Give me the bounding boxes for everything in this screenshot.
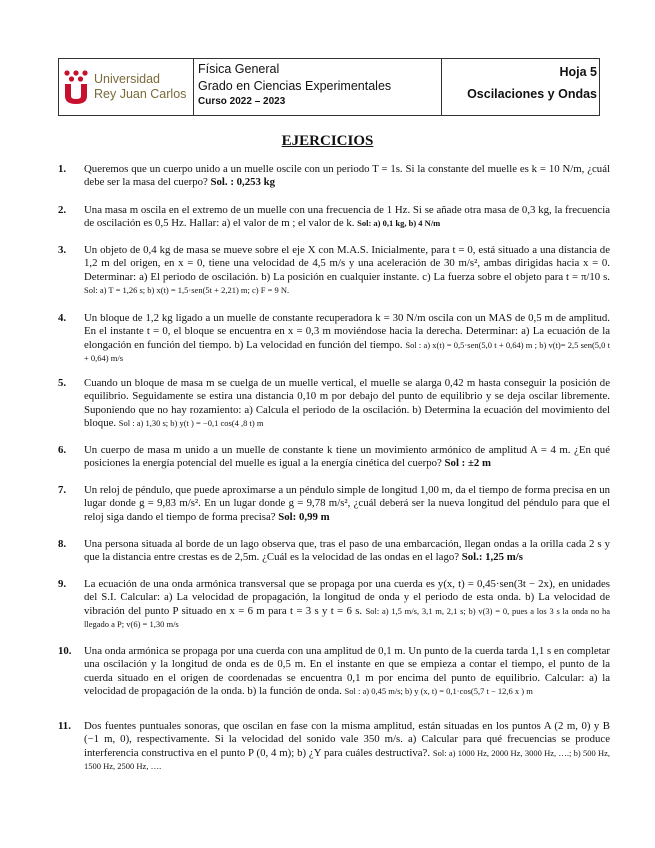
- header-table: [58, 58, 600, 116]
- exercise-text: Un cuerpo de masa m unido a un muelle de constante k tiene un movimiento armónico de amplitud A = 4 m. ¿En qué posiciones la energía potencial del muelle es igual a la energía cinética del cuerpo?: [84, 444, 610, 470]
- exercise-solution: Sol: 0,99 m: [278, 510, 330, 523]
- exercise-number: 5.: [58, 377, 67, 389]
- exercise-solution: Sol: a) 0,1 kg, b) 4 N/m: [357, 218, 441, 229]
- exercise-text: La ecuación de una onda armónica transversal que se propaga por una cuerda es y(x, t) = 0,45·sen(3t − 2x), en unidades del S.I. Calcular: a) La velocidad de propagación, la longitud de onda y el periodo de esta onda. b) La velocidad de vibración del punto P situado en x = 6 m para t = 3 s y t = 6 s.: [84, 578, 610, 617]
- exercise-text: Cuando un bloque de masa m se cuelga de un muelle vertical, el muelle se alarga 0,42 m hasta conseguir la posición de equilibrio. Seguidamente se estira una distancia 0,10 m por debajo del punto de equilibrio y se deja oscilar libremente. Suponiendo que no hay rozamiento: a) Calcula el periodo de la oscilación. b) Determina la ecuación del movimiento del bloque.: [84, 377, 610, 429]
- exercise-item: [58, 484, 610, 524]
- exercise-item: [58, 244, 610, 297]
- exercise-text: Una persona situada al borde de un lago observa que, tras el paso de una embarcación, llegan ondas a la orilla cada 2 s y que la distancia entre crestas es de 2,5m. ¿Cuál es la velocidad de las ondas en el lago?: [84, 538, 610, 564]
- exercise-solution: Sol.: 1,25 m/s: [461, 551, 523, 564]
- exercise-item: [58, 444, 610, 471]
- exercise-solution: Sol : a) 1,30 s; b) y(t ) = −0,1 cos(4 ,8 t) m: [118, 417, 264, 428]
- exercise-text: Queremos que un cuerpo unido a un muelle oscile con un periodo T = 1s. Si la constante del muelle es k = 10 N/m, ¿cuál debe ser la masa del cuerpo?: [84, 163, 610, 189]
- exercise-text: Un bloque de 1,2 kg ligado a un muelle de constante recuperadora k = 30 N/m oscila con un MAS de 0,5 m de amplitud. En el instante t = 0, el bloque se encuentra en x = 0,3 m moviéndose hacia la derecha. Determinar: a) La ecuación de la elongación en función del tiempo. b) La velocidad en función del tiempo.: [84, 312, 610, 351]
- exercise-item: [58, 163, 610, 190]
- exercise-item: [58, 377, 610, 430]
- exercise-text: Dos fuentes puntuales sonoras, que oscilan en fase con la misma amplitud, están situadas en los puntos A (2 m, 0) y B (−1 m, 0), respectivamente. Si la velocidad del sonido vale 350 m/s. a) Calcular para qué frecuencias se produce interferencia constructiva en el punto P (0, 4 m); b) ¿Y para cuáles destructiva?.: [84, 720, 610, 759]
- exercise-number: 4.: [58, 312, 67, 324]
- exercise-solution: Sol: a) 1,5 m/s, 3,1 m, 2,1 s; b) v(3) = 0, pues a los 3 s la onda no ha llegado a P; v(6) = 1,30 m/s: [84, 605, 610, 629]
- exercise-solution: Sol : a) x(t) = 0,5·sen(5,0 t + 0,64) m ; b) v(t)= 2,5 sen(5,0 t + 0,64) m/s: [84, 339, 610, 363]
- exercise-text: Un reloj de péndulo, que puede aproximarse a un péndulo simple de longitud 1,00 m, da el tiempo de forma precisa en un lugar donde g = 9,83 m/s². En un lugar donde g = 9,78 m/s², ¿cuál deberá ser la nueva longitud del péndulo para que el reloj siga dando el tiempo de forma precisa?: [84, 484, 610, 523]
- course-cell: [194, 59, 442, 115]
- exercise-text: Una masa m oscila en el extremo de un muelle con una frecuencia de 1 Hz. Si se añade otra masa de 0,3 kg, la frecuencia de oscilación es 0,5 Hz. Hallar: a) el valor de m ; el valor de k.: [84, 204, 610, 230]
- exercise-solution: Sol : a) 0,45 m/s; b) y (x, t) = 0,1·cos(5,7 t − 12,6 x ) m: [344, 685, 533, 696]
- urjc-emblem-icon: [63, 70, 89, 104]
- logo-line-1: Universidad: [94, 72, 161, 86]
- sheet-cell: [442, 59, 599, 115]
- subject-label: Física General: [198, 62, 280, 76]
- exercise-number: 9.: [58, 578, 67, 590]
- exercise-item: [58, 312, 610, 365]
- exercise-item: [58, 578, 610, 631]
- exercise-solution: Sol. : 0,253 kg: [210, 176, 276, 189]
- exercise-solution: Sol: a) 1000 Hz, 2000 Hz, 3000 Hz, ….; b) 500 Hz, 1500 Hz, 2500 Hz, ….: [84, 747, 611, 771]
- exercise-text: Una onda armónica se propaga por una cuerda con una amplitud de 0,1 m. Un punto de la cuerda tarda 1,1 s en completar una oscilación y la longitud de onda es de 0,5 m. En el instante en que se empieza a contar el tiempo, el punto de la cuerda situado en el origen de coordenadas se encuentra 0,1 m por encima del punto de equilibrio. Calcular: a) la velocidad de propagación de la onda. b) la función de onda.: [84, 645, 610, 697]
- exercise-number: 10.: [58, 645, 72, 657]
- exercise-number: 1.: [58, 163, 67, 175]
- logo-cell: [59, 59, 194, 115]
- exercise-solution: Sol : ±2 m: [444, 457, 491, 470]
- exercise-item: [58, 645, 610, 698]
- exercise-number: 2.: [58, 204, 67, 216]
- logo-line-2: Rey Juan Carlos: [94, 87, 187, 101]
- exercise-item: [58, 538, 610, 565]
- exercise-item: [58, 720, 610, 773]
- exercise-solution: Sol: a) T = 1,26 s; b) x(t) = 1,5·sen(5t + 2,21) m; c) F = 9 N.: [84, 284, 290, 295]
- exercise-item: [58, 204, 610, 231]
- exercise-number: 8.: [58, 538, 67, 550]
- course-year-label: Curso 2022 – 2023: [198, 96, 286, 107]
- exercise-number: 11.: [58, 720, 71, 732]
- exercise-number: 3.: [58, 244, 67, 256]
- page-title: EJERCICIOS: [281, 133, 374, 149]
- exercise-text: Un objeto de 0,4 kg de masa se mueve sobre el eje X con M.A.S. Inicialmente, para t = 0, está situado a una distancia de 1,2 m del origen, en x = 0, tiene una velocidad de 4,5 m/s y una aceleración de 30 m/s², ambas dirigidas hacia x = 0. Determinar: a) El periodo de oscilación. b) La posición en cualquier instante. c) La fuerza sobre el objeto para t = π/10 s.: [84, 244, 610, 283]
- sheet-topic: Oscilaciones y Ondas: [467, 87, 597, 101]
- exercise-number: 7.: [58, 484, 67, 496]
- sheet-number: Hoja 5: [559, 65, 597, 79]
- university-logo: [63, 70, 186, 104]
- degree-label: Grado en Ciencias Experimentales: [198, 79, 392, 93]
- exercise-number: 6.: [58, 444, 67, 456]
